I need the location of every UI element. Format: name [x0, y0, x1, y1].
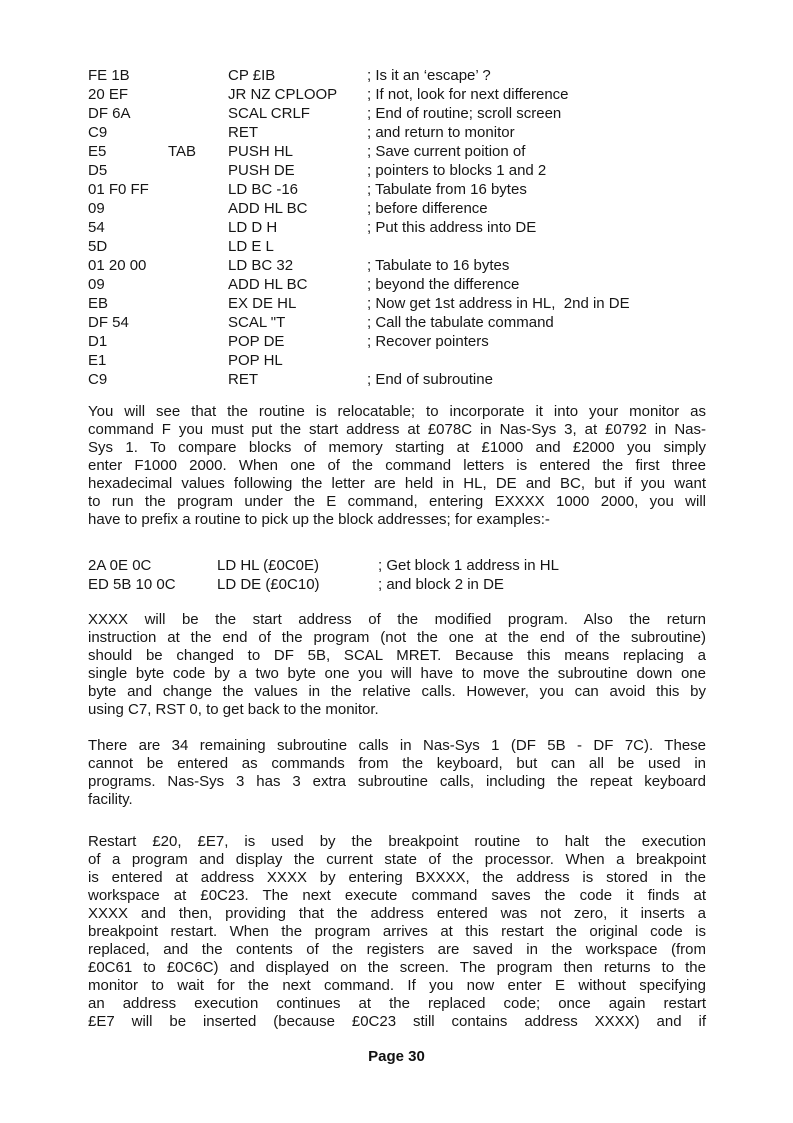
code-mnemonic: LD DE (£0C10) — [217, 576, 320, 593]
code-label — [168, 180, 228, 199]
code-label — [168, 370, 228, 389]
text-line: replaced, and the contents of the registers are saved in the workspace (from — [88, 941, 706, 958]
paragraph-restart-breakpoint — [88, 833, 706, 1031]
code-comment: ; before difference — [367, 200, 488, 217]
paragraph-subroutine-calls — [88, 737, 706, 809]
code-hex-bytes: 09 — [88, 200, 105, 217]
code-mnemonic: POP DE — [228, 333, 285, 350]
code-row — [88, 332, 706, 351]
code-comment: ; Save current poition of — [367, 143, 526, 160]
text-line: have to prefix a routine to pick up the block addresses; for examples:- — [88, 511, 550, 528]
code-comment: ; Tabulate to 16 bytes — [367, 257, 510, 274]
text-line: Sys 1. To compare blocks of memory starting at £1000 and £2000 you simply — [88, 439, 706, 456]
code-comment: ; End of subroutine — [367, 371, 493, 388]
assembly-listing-2 — [88, 556, 706, 594]
code-label — [168, 104, 228, 123]
code-comment: ; Recover pointers — [367, 333, 489, 350]
text-line: command F you must put the start address at £078C in Nas-Sys 3, at £0792 in Nas- — [88, 421, 706, 438]
code-mnemonic: ADD HL BC — [228, 200, 308, 217]
code-hex-bytes: 2A 0E 0C — [88, 557, 152, 574]
code-mnemonic: JR NZ CPLOOP — [228, 86, 338, 103]
code-hex-bytes: EB — [88, 295, 109, 312]
code-hex-bytes: FE 1B — [88, 67, 130, 84]
text-line: single byte code by a two byte one you will have to move the subroutine down one — [88, 665, 706, 682]
code-hex-bytes: 09 — [88, 276, 105, 293]
code-label — [168, 85, 228, 104]
code-mnemonic: CP £IB — [228, 67, 276, 84]
code-row — [88, 313, 706, 332]
code-label: TAB — [168, 143, 197, 160]
code-row — [88, 161, 706, 180]
code-mnemonic: SCAL CRLF — [228, 105, 310, 122]
code-hex-bytes: ED 5B 10 0C — [88, 576, 176, 593]
text-line: £0C61 to £0C6C) and displayed on the screen. The program then returns to the — [88, 959, 706, 976]
code-mnemonic: LD D H — [228, 219, 278, 236]
code-mnemonic: RET — [228, 124, 258, 141]
code-row — [88, 351, 706, 370]
code-comment: ; Get block 1 address in HL — [378, 557, 559, 574]
code-label — [168, 313, 228, 332]
text-line: should be changed to DF 5B, SCAL MRET. Because this means replacing a — [88, 647, 706, 664]
code-row — [88, 142, 706, 161]
code-label — [168, 294, 228, 313]
code-row — [88, 85, 706, 104]
code-comment — [367, 351, 706, 370]
text-line: enter F1000 2000. When one of the command letters is entered the first three — [88, 457, 706, 474]
code-mnemonic: LD BC -16 — [228, 181, 299, 198]
paragraph-relocatable-routine — [88, 403, 706, 529]
code-row — [88, 66, 706, 85]
code-row — [88, 294, 706, 313]
code-row — [88, 556, 706, 575]
code-comment: ; Put this address into DE — [367, 219, 537, 236]
assembly-listing-1 — [88, 66, 706, 389]
code-hex-bytes: DF 6A — [88, 105, 131, 122]
text-line: monitor to wait for the next command. If you now enter E without specifying — [88, 977, 706, 994]
code-row — [88, 199, 706, 218]
code-mnemonic: POP HL — [228, 352, 283, 369]
text-line: to run the program under the E command, entering EXXXX 1000 2000, you will — [88, 493, 706, 510]
text-line: using C7, RST 0, to get back to the monitor. — [88, 701, 379, 718]
code-row — [88, 123, 706, 142]
text-line: hexadecimal values following the letter are held in HL, DE and BC, but if you want — [88, 475, 706, 492]
text-line: of a program and display the current state of the processor. When a breakpoint — [88, 851, 706, 868]
code-label — [168, 66, 228, 85]
code-row — [88, 237, 706, 256]
code-label — [168, 351, 228, 370]
code-label — [168, 256, 228, 275]
code-comment: ; pointers to blocks 1 and 2 — [367, 162, 547, 179]
code-row — [88, 275, 706, 294]
text-line: byte and change the values in the relative calls. However, you can avoid this by — [88, 683, 706, 700]
code-comment: ; beyond the difference — [367, 276, 520, 293]
code-mnemonic: LD BC 32 — [228, 257, 294, 274]
code-label — [168, 237, 228, 256]
code-label — [168, 275, 228, 294]
code-comment: ; If not, look for next difference — [367, 86, 569, 103]
text-line: XXXX and then, providing that the address entered was not zero, it inserts a — [88, 905, 706, 922]
text-line: breakpoint restart. When the program arrives at this restart the original code is — [88, 923, 706, 940]
page-number: Page 30 — [368, 1048, 425, 1065]
code-hex-bytes: 20 EF — [88, 86, 129, 103]
code-mnemonic: SCAL "T — [228, 314, 286, 331]
code-hex-bytes: 5D — [88, 238, 108, 255]
code-comment: ; Tabulate from 16 bytes — [367, 181, 527, 198]
text-line: Restart £20, £E7, is used by the breakpoint routine to halt the execution — [88, 833, 706, 850]
code-mnemonic: PUSH HL — [228, 143, 294, 160]
code-mnemonic: LD HL (£0C0E) — [217, 557, 319, 574]
code-mnemonic: LD E L — [228, 238, 274, 255]
code-comment: ; Is it an ‘escape’ ? — [367, 67, 491, 84]
code-label — [168, 123, 228, 142]
code-mnemonic: EX DE HL — [228, 295, 297, 312]
text-line: There are 34 remaining subroutine calls in Nas-Sys 1 (DF 5B - DF 7C). These — [88, 737, 706, 754]
text-line: workspace at £0C23. The next execute command saves the code it finds at — [88, 887, 706, 904]
code-hex-bytes: E1 — [88, 352, 107, 369]
text-line: is entered at address XXXX by entering BXXXX, the address is stored in the — [88, 869, 706, 886]
text-line: XXXX will be the start address of the modified program. Also the return — [88, 611, 706, 628]
code-row — [88, 575, 706, 594]
code-row — [88, 370, 706, 389]
text-line: programs. Nas-Sys 3 has 3 extra subroutine calls, including the repeat keyboard — [88, 773, 706, 790]
code-mnemonic: RET — [228, 371, 258, 388]
code-row — [88, 180, 706, 199]
code-hex-bytes: C9 — [88, 371, 108, 388]
text-line: instruction at the end of the program (not the one at the end of the subroutine) — [88, 629, 706, 646]
page-content — [88, 66, 706, 1031]
code-row — [88, 256, 706, 275]
text-line: cannot be entered as commands from the keyboard, but can all be used in — [88, 755, 706, 772]
code-hex-bytes: E5 — [88, 143, 107, 160]
paragraph-start-address — [88, 611, 706, 719]
code-hex-bytes: D5 — [88, 162, 108, 179]
text-line: You will see that the routine is relocatable; to incorporate it into your monitor as — [88, 403, 706, 420]
code-comment: ; and return to monitor — [367, 124, 515, 141]
code-mnemonic: ADD HL BC — [228, 276, 308, 293]
code-label — [168, 199, 228, 218]
text-line: an address execution continues at the replaced code; once again restart — [88, 995, 706, 1012]
code-comment — [367, 237, 706, 256]
code-comment: ; Call the tabulate command — [367, 314, 554, 331]
code-hex-bytes: 01 F0 FF — [88, 181, 149, 198]
code-label — [168, 218, 228, 237]
code-hex-bytes: 54 — [88, 219, 105, 236]
text-line: facility. — [88, 791, 133, 808]
code-hex-bytes: DF 54 — [88, 314, 129, 331]
code-hex-bytes: D1 — [88, 333, 108, 350]
code-comment: ; and block 2 in DE — [378, 576, 504, 593]
text-line: £E7 will be inserted (because £0C23 still contains address XXXX) and if — [88, 1013, 706, 1030]
code-hex-bytes: 01 20 00 — [88, 257, 147, 274]
code-hex-bytes: C9 — [88, 124, 108, 141]
code-comment: ; Now get 1st address in HL, 2nd in DE — [367, 295, 630, 312]
code-label — [168, 332, 228, 351]
code-label — [168, 161, 228, 180]
code-row — [88, 104, 706, 123]
code-comment: ; End of routine; scroll screen — [367, 105, 562, 122]
code-row — [88, 218, 706, 237]
code-mnemonic: PUSH DE — [228, 162, 295, 179]
